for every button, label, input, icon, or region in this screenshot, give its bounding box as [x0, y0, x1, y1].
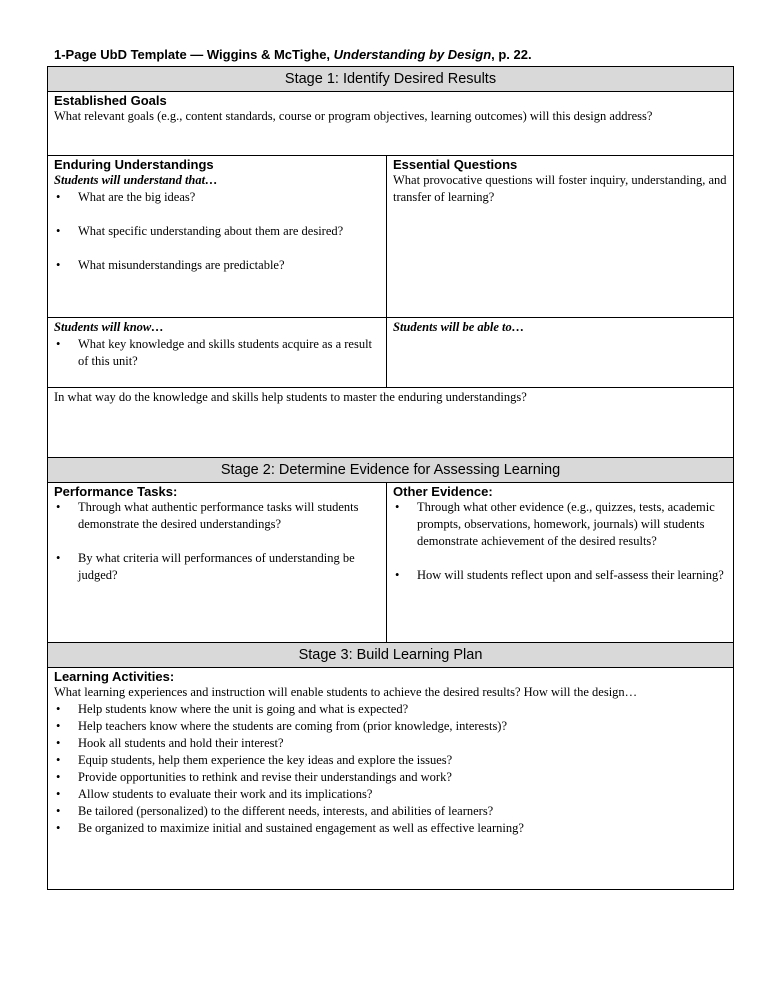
- other-evidence-list: [393, 499, 727, 584]
- title-suffix: , p. 22.: [491, 47, 532, 62]
- students-able-cell: [387, 318, 734, 388]
- enduring-understandings-heading: Enduring Understandings: [54, 157, 214, 172]
- list-item: • Equip students, help them experience the key ideas and explore the issues?: [54, 752, 727, 769]
- list-item: • What key knowledge and skills students acquire as a result of this unit?: [54, 336, 380, 370]
- list-item: • What are the big ideas?: [54, 189, 380, 206]
- students-know-cell: [48, 318, 387, 388]
- performance-tasks-heading: Performance Tasks:: [54, 484, 178, 499]
- essential-questions-text: What provocative questions will foster inquiry, understanding, and transfer of learning?: [393, 173, 727, 204]
- mastery-row: [48, 388, 734, 458]
- ubd-template-table: [47, 66, 734, 890]
- learning-activities-cell: [48, 668, 734, 890]
- mastery-text: In what way do the knowledge and skills help students to master the enduring understandings?: [54, 390, 527, 404]
- know-subheading: Students will know…: [54, 320, 164, 334]
- stage2-header-row: [48, 458, 734, 483]
- list-item: • By what criteria will performances of understanding be judged?: [54, 550, 380, 584]
- established-goals-row: [48, 92, 734, 156]
- learning-activities-intro: What learning experiences and instruction will enable students to achieve the desired results? How will the design…: [54, 685, 638, 699]
- understandings-list: [54, 189, 380, 274]
- stage3-title: Stage 3: Build Learning Plan: [48, 643, 734, 668]
- list-item: • What specific understanding about them are desired?: [54, 223, 380, 240]
- understandings-questions-row: [48, 156, 734, 318]
- title-prefix: 1-Page UbD Template — Wiggins & McTighe,: [54, 47, 334, 62]
- know-able-row: [48, 318, 734, 388]
- enduring-understandings-cell: [48, 156, 387, 318]
- other-evidence-heading: Other Evidence:: [393, 484, 493, 499]
- list-item: • Hook all students and hold their interest?: [54, 735, 727, 752]
- mastery-cell: [48, 388, 734, 458]
- established-goals-cell: [48, 92, 734, 156]
- document-title: [54, 47, 532, 62]
- stage2-title: Stage 2: Determine Evidence for Assessing Learning: [48, 458, 734, 483]
- list-item: • Help students know where the unit is going and what is expected?: [54, 701, 727, 718]
- learning-activities-list: [54, 701, 727, 837]
- essential-questions-heading: Essential Questions: [393, 157, 518, 172]
- learning-activities-row: [48, 668, 734, 890]
- established-goals-heading: Established Goals: [54, 93, 167, 108]
- understand-subheading: Students will understand that…: [54, 173, 218, 187]
- other-evidence-cell: [387, 483, 734, 643]
- list-item: • Be tailored (personalized) to the different needs, interests, and abilities of learners?: [54, 803, 727, 820]
- learning-activities-heading: Learning Activities:: [54, 669, 175, 684]
- essential-questions-cell: [387, 156, 734, 318]
- performance-tasks-list: [54, 499, 380, 584]
- list-item: • Through what other evidence (e.g., quizzes, tests, academic prompts, observations, homework, journals) will students demonstrate achievement of the desired results?: [393, 499, 727, 550]
- evidence-row: [48, 483, 734, 643]
- established-goals-text: What relevant goals (e.g., content standards, course or program objectives, learning outcomes) will this design address?: [54, 109, 653, 123]
- list-item: • Help teachers know where the students are coming from (prior knowledge, interests)?: [54, 718, 727, 735]
- list-item: • Provide opportunities to rethink and revise their understandings and work?: [54, 769, 727, 786]
- stage1-header-row: [48, 67, 734, 92]
- list-item: • Allow students to evaluate their work and its implications?: [54, 786, 727, 803]
- list-item: • What misunderstandings are predictable?: [54, 257, 380, 274]
- list-item: • Be organized to maximize initial and sustained engagement as well as effective learning?: [54, 820, 727, 837]
- title-book: Understanding by Design: [333, 47, 492, 62]
- stage1-title: Stage 1: Identify Desired Results: [48, 67, 734, 92]
- able-subheading: Students will be able to…: [393, 320, 525, 334]
- stage3-header-row: [48, 643, 734, 668]
- list-item: • Through what authentic performance tasks will students demonstrate the desired understandings?: [54, 499, 380, 533]
- list-item: • How will students reflect upon and self-assess their learning?: [393, 567, 727, 584]
- performance-tasks-cell: [48, 483, 387, 643]
- know-list: [54, 336, 380, 370]
